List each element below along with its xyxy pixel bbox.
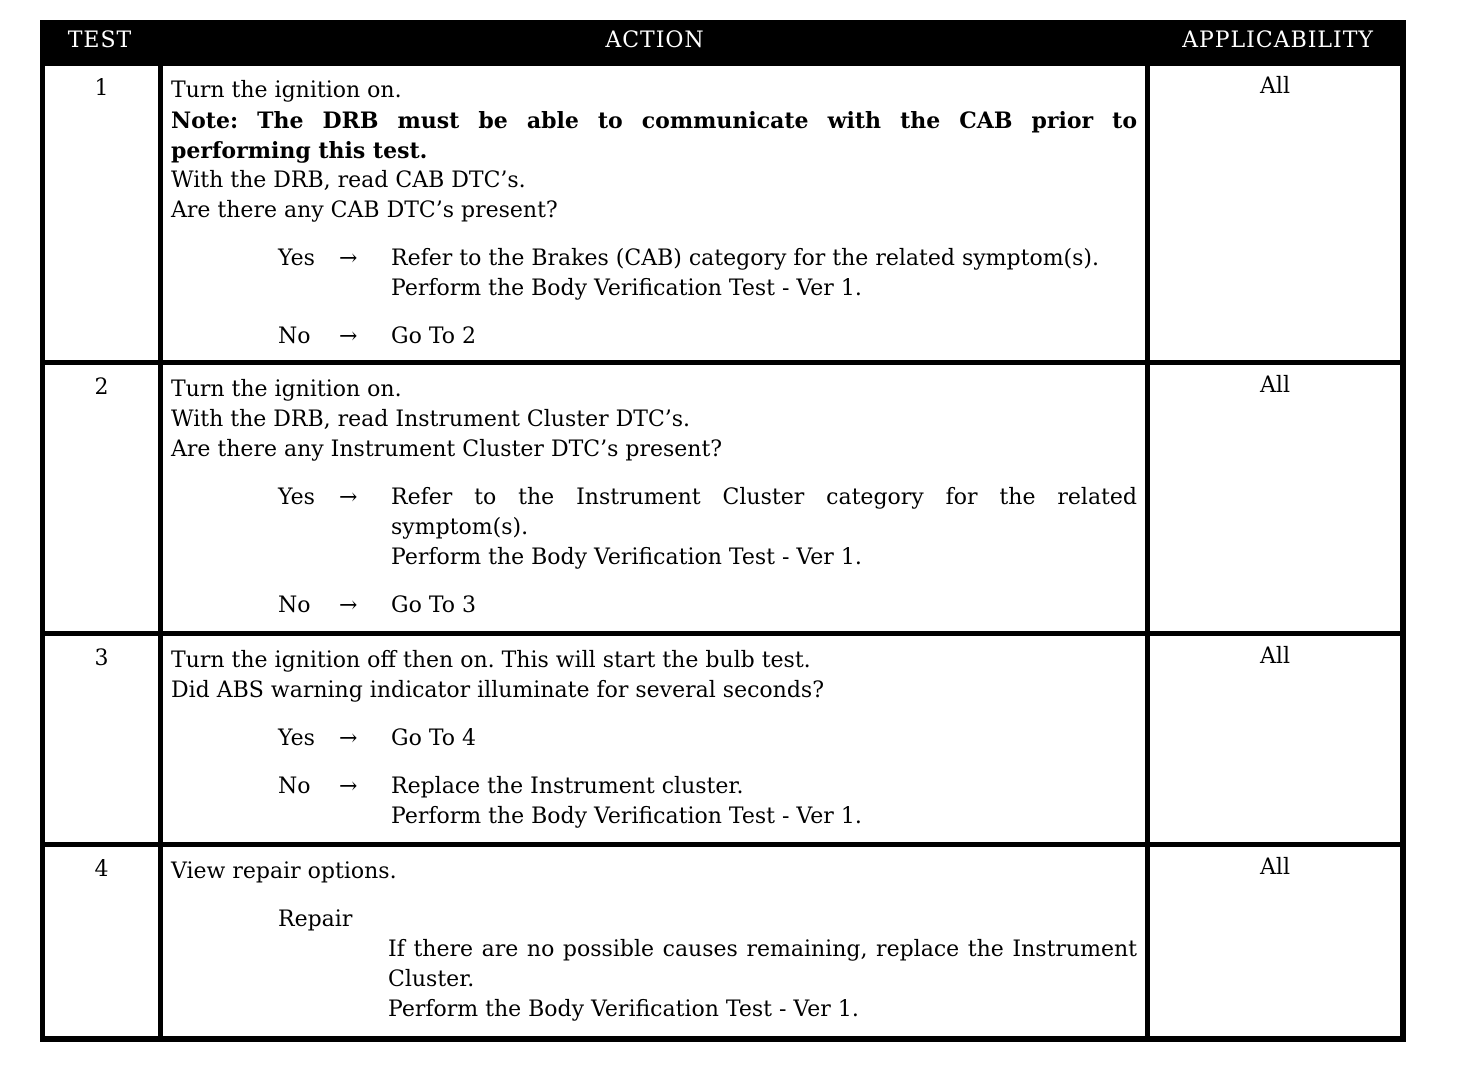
test-number-4: 4 xyxy=(45,847,158,1036)
action-cell-1 xyxy=(163,66,1145,360)
yes-text-2: Perform the Body Verification Test - Ver 1. xyxy=(391,276,862,301)
no-text: Go To 2 xyxy=(391,324,477,349)
action-cell-4 xyxy=(163,847,1145,1036)
yes-branch xyxy=(171,483,1137,573)
test-number-3: 3 xyxy=(45,636,158,842)
applicability-3: All xyxy=(1150,636,1400,842)
yes-text: Go To 4 xyxy=(391,726,477,751)
yes-text: Refer to the Brakes (CAB) category for the related symptom(s). xyxy=(391,246,1100,271)
yes-text: Refer to the Instrument Cluster category for the related symptom(s). xyxy=(391,485,1137,540)
arrow-icon: → xyxy=(339,324,358,349)
no-label: No xyxy=(278,324,311,349)
arrow-icon: → xyxy=(339,593,358,618)
action-line: View repair options. xyxy=(171,859,397,884)
applicability-4: All xyxy=(1150,847,1400,1036)
repair-body xyxy=(171,935,1137,1025)
header-test: TEST xyxy=(67,28,133,53)
action-note: Note: The DRB must be able to communicate with the CAB prior to performing this test. xyxy=(171,108,1137,164)
action-line: Did ABS warning indicator illuminate for several seconds? xyxy=(171,678,824,703)
yes-label: Yes xyxy=(278,726,315,751)
repair-text-2: Perform the Body Verification Test - Ver 1. xyxy=(388,997,859,1022)
yes-label: Yes xyxy=(278,485,315,510)
repair-text: If there are no possible causes remaining, replace the Instrument Cluster. xyxy=(388,937,1137,992)
action-line: Turn the ignition on. xyxy=(171,78,402,103)
yes-branch xyxy=(171,724,1137,754)
test-number-1: 1 xyxy=(45,66,158,360)
applicability-2: All xyxy=(1150,365,1400,631)
action-line: Are there any CAB DTC’s present? xyxy=(171,198,558,223)
header-action: ACTION xyxy=(605,28,705,53)
no-branch xyxy=(171,591,1137,621)
action-line: Turn the ignition on. xyxy=(171,377,402,402)
yes-branch xyxy=(171,244,1137,304)
no-text: Go To 3 xyxy=(391,593,477,618)
action-cell-2 xyxy=(163,365,1145,631)
test-number-2: 2 xyxy=(45,365,158,631)
arrow-icon: → xyxy=(339,246,358,271)
no-text-2: Perform the Body Verification Test - Ver 1. xyxy=(391,804,862,829)
yes-text-2: Perform the Body Verification Test - Ver 1. xyxy=(391,545,862,570)
no-text: Replace the Instrument cluster. xyxy=(391,774,744,799)
arrow-icon: → xyxy=(339,485,358,510)
no-label: No xyxy=(278,774,311,799)
yes-label: Yes xyxy=(278,246,315,271)
repair-label: Repair xyxy=(278,907,353,932)
arrow-icon: → xyxy=(339,726,358,751)
applicability-1: All xyxy=(1150,66,1400,360)
no-label: No xyxy=(278,593,311,618)
action-line: Are there any Instrument Cluster DTC’s present? xyxy=(171,437,723,462)
action-line: With the DRB, read CAB DTC’s. xyxy=(171,168,526,193)
action-line: With the DRB, read Instrument Cluster DTC’s. xyxy=(171,407,691,432)
action-cell-3 xyxy=(163,636,1145,842)
header-applicability: APPLICABILITY xyxy=(1182,28,1374,53)
table-header xyxy=(40,20,1406,64)
diagnostic-test-table xyxy=(40,20,1406,1042)
action-line: Turn the ignition off then on. This will start the bulb test. xyxy=(171,648,811,673)
arrow-icon: → xyxy=(339,774,358,799)
no-branch xyxy=(171,322,1137,352)
no-branch xyxy=(171,772,1137,832)
